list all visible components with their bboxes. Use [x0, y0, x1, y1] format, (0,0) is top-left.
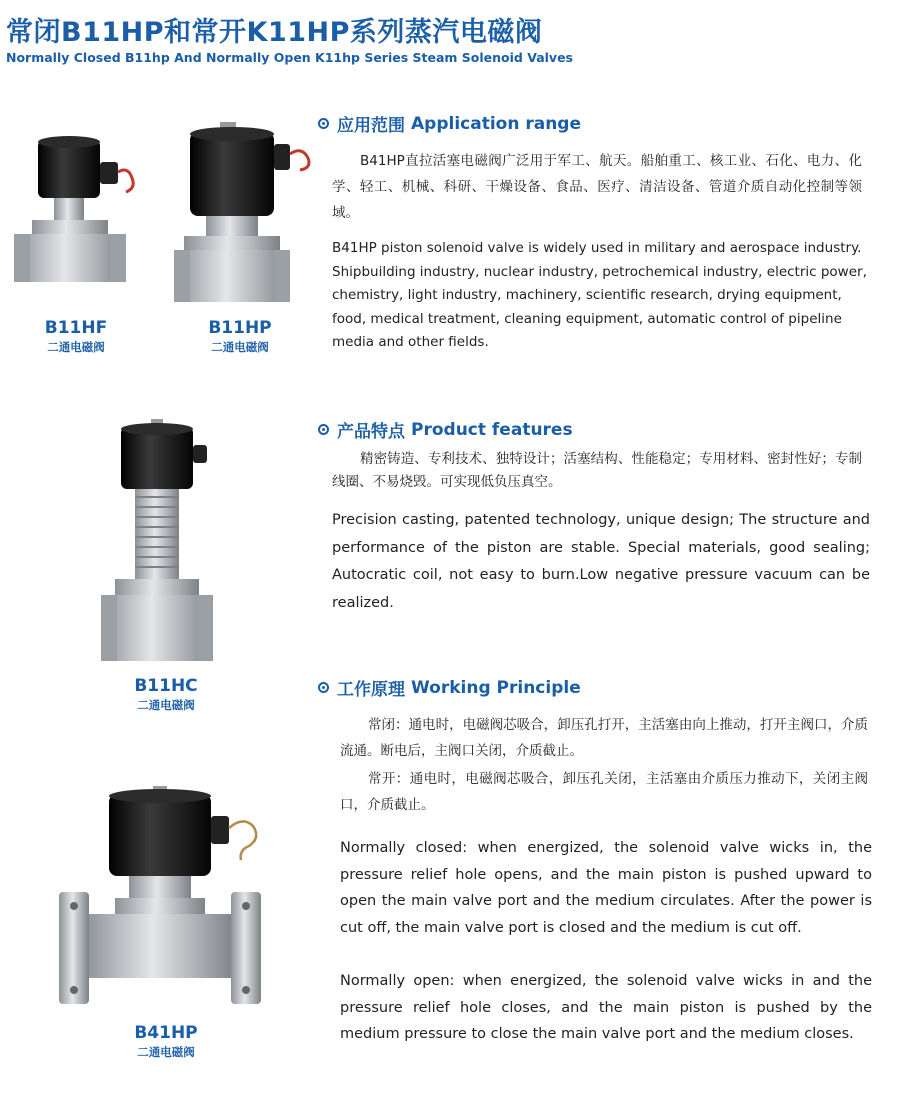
circle-dot-icon: [318, 682, 329, 693]
product-image-b11hp: [170, 118, 320, 313]
circle-dot-icon: [318, 118, 329, 129]
product-subtitle-b11hf: 二通电磁阀: [47, 340, 105, 354]
product-subtitle-b11hc: 二通电磁阀: [137, 698, 195, 712]
application-text-cn: B41HP直拉活塞电磁阀广泛用于军工、航天。船舶重工、核工业、石化、电力、化学、轻工、机械、科研、干燥设备、食品、医疗、清洁设备、管道介质自动化控制等领域。: [332, 153, 862, 221]
section-title-cn: 工作原理: [337, 680, 405, 700]
section-heading-application: [318, 111, 581, 136]
principle-text-en-nc: Normally closed: when energized, the solenoid valve wicks in, the pressure relief hole opens, and the main piston is pushed upward to open the main valve port and the medium circulates. After the power is cut off, the main valve port is closed and the medium is cut off.: [340, 840, 872, 936]
page-title: 常闭B11HP和常开K11HP系列蒸汽电磁阀: [6, 17, 543, 48]
section-title-cn: 产品特点: [337, 422, 405, 442]
product-model-b11hc: B11HC: [134, 676, 198, 696]
section-heading-principle: [318, 675, 581, 700]
features-text-en: Precision casting, patented technology, unique design; The structure and performance of the piston are stable. Special materials, good sealing; Autocratic coil, not easy to burn.Low negative pressure vacuum can be realized.: [332, 512, 870, 611]
features-text-cn: 精密铸造、专利技术、独特设计；活塞结构、性能稳定；专用材料、密封性好；专制线圈、不易烧毁。可实现低负压真空。: [332, 451, 862, 490]
product-image-b41hp: [55, 782, 280, 1017]
application-text-en: B41HP piston solenoid valve is widely used in military and aerospace industry. Shipbuilding industry, nuclear industry, petrochemical industry, electric power, chemistry, light industry, machinery, scientific research, drying equipment, food, medical treatment, cleaning equipment, automatic control of pipeline media and other fields.: [332, 240, 867, 350]
product-model-b11hp: B11HP: [208, 318, 272, 338]
section-title-en: Application range: [411, 113, 582, 134]
product-subtitle-b11hp: 二通电磁阀: [211, 340, 269, 354]
principle-text-en-no: Normally open: when energized, the solenoid valve wicks in and the pressure relief hole closes, and the main piston is pushed by the medium pressure to close the main valve port and the medium closes.: [340, 973, 872, 1042]
product-subtitle-b41hp: 二通电磁阀: [137, 1045, 195, 1059]
principle-text-cn-nc: 常闭：通电时，电磁阀芯吸合，卸压孔打开，主活塞由向上推动，打开主阀口，介质流通。断电后，主阀口关闭，介质截止。: [340, 717, 868, 759]
section-title-en: Product features: [411, 419, 573, 440]
section-heading-features: [318, 417, 573, 442]
circle-dot-icon: [318, 424, 329, 435]
section-title-en: Working Principle: [411, 677, 581, 698]
page-subtitle: Normally Closed B11hp And Normally Open K11hp Series Steam Solenoid Valves: [6, 50, 573, 65]
product-model-b41hp: B41HP: [134, 1023, 198, 1043]
product-model-b11hf: B11HF: [44, 318, 108, 338]
product-image-b11hc: [95, 415, 230, 670]
product-image-b11hf: [10, 130, 145, 310]
section-title-cn: 应用范围: [337, 116, 405, 136]
principle-text-cn-no: 常开：通电时，电磁阀芯吸合，卸压孔关闭，主活塞由介质压力推动下，关闭主阀口，介质截止。: [340, 771, 868, 813]
